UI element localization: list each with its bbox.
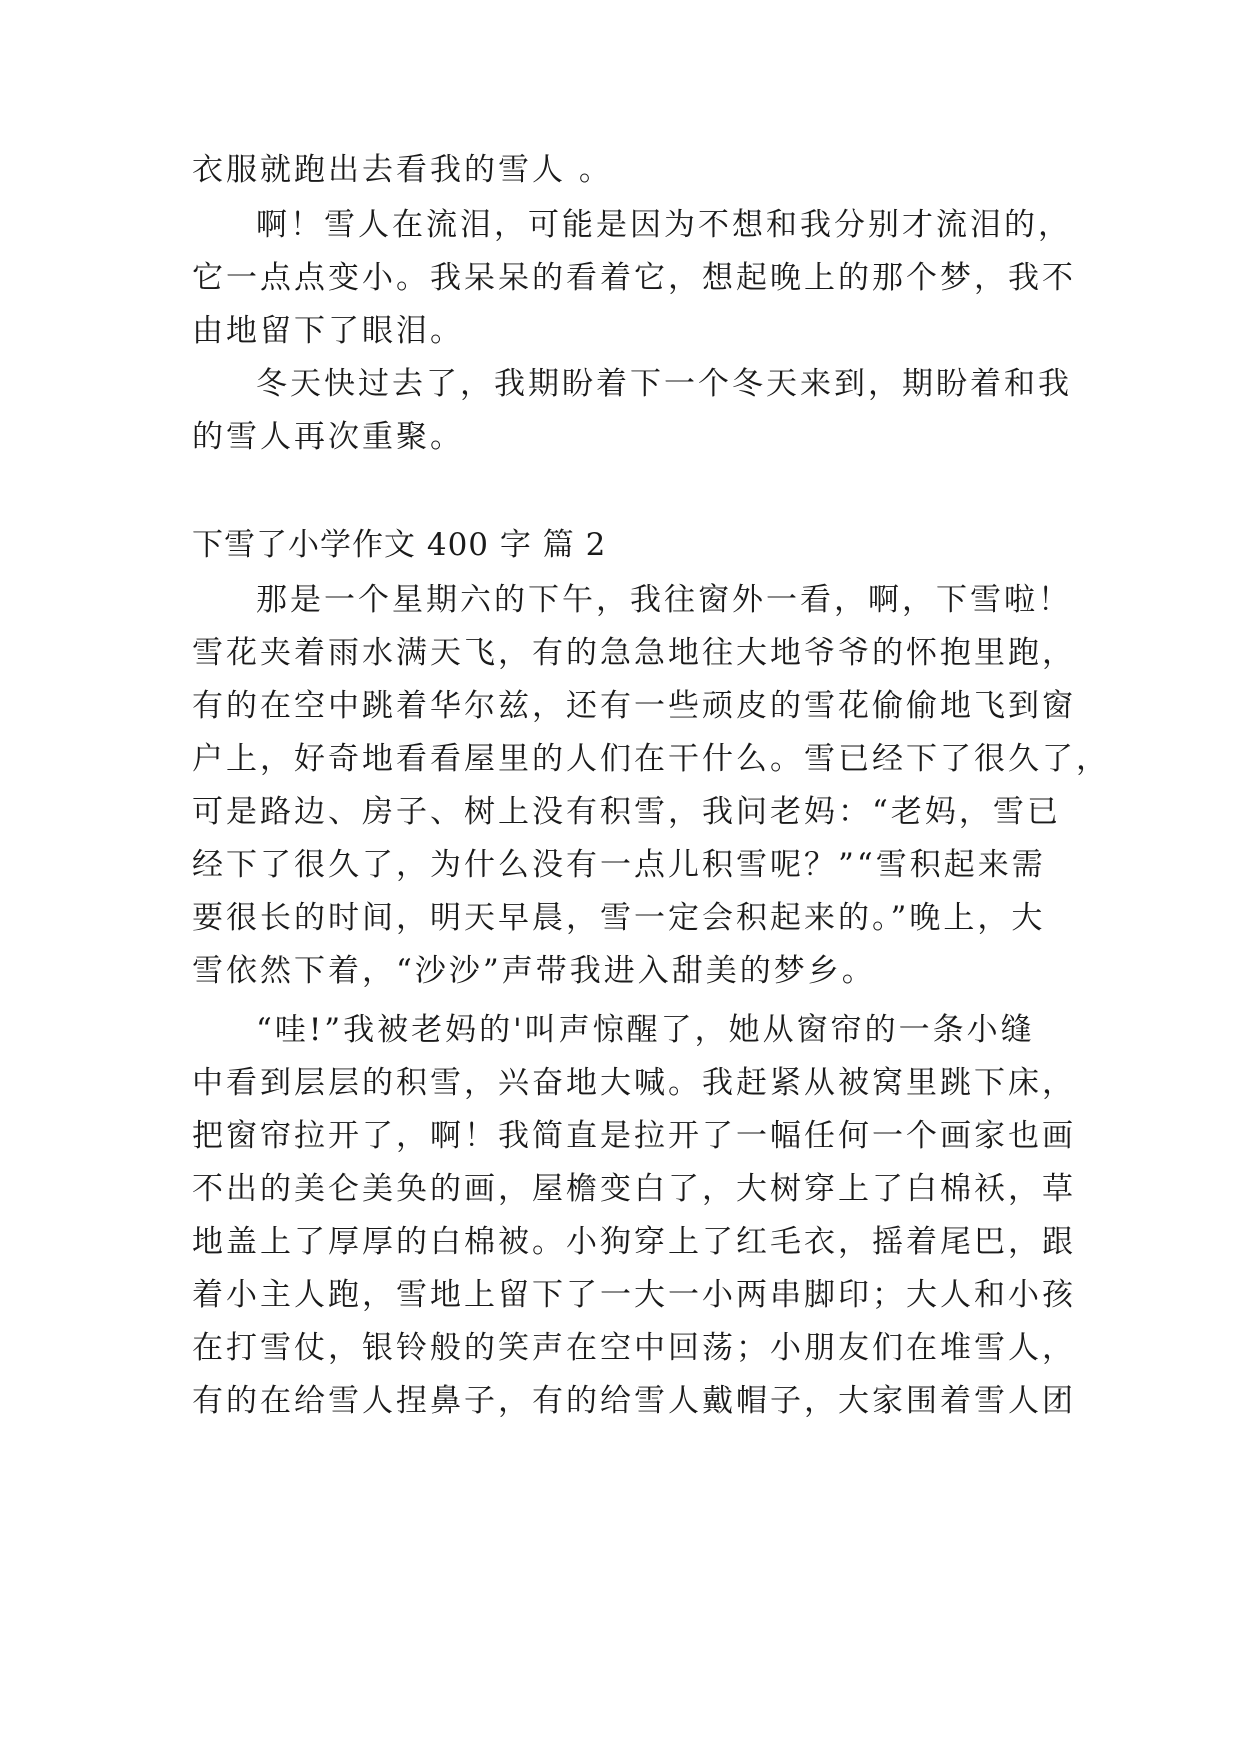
paragraph-line: 的雪人再次重聚。 (192, 419, 464, 455)
paragraph-line: 要很长的时间，明天早晨，雪一定会积起来的。”晚上，大 (192, 900, 1046, 936)
paragraph-line: 把窗帘拉开了，啊！我简直是拉开了一幅任何一个画家也画 (192, 1118, 1076, 1154)
paragraph-line: 不出的美仑美奂的画，屋檐变白了，大树穿上了白棉袄，草 (192, 1171, 1076, 1207)
section-title: 下雪了小学作文 400 字 篇 2 (192, 527, 607, 563)
paragraph-line: 由地留下了眼泪。 (192, 313, 464, 349)
paragraph-line: 有的在空中跳着华尔兹，还有一些顽皮的雪花偷偷地飞到窗 (192, 688, 1076, 724)
paragraph-line: 啊！雪人在流泪，可能是因为不想和我分别才流泪的， (256, 207, 1072, 243)
paragraph-line: 经下了很久了，为什么没有一点儿积雪呢？”“雪积起来需 (192, 847, 1046, 883)
paragraph-line: “哇!”我被老妈的'叫声惊醒了，她从窗帘的一条小缝 (256, 1012, 1035, 1048)
paragraph-line: 它一点点变小。我呆呆的看着它，想起晚上的那个梦，我不 (192, 260, 1076, 296)
paragraph-line: 衣服就跑出去看我的雪人 。 (192, 152, 613, 188)
paragraph-line: 冬天快过去了，我期盼着下一个冬天来到，期盼着和我 (256, 366, 1072, 402)
paragraph-line: 可是路边、房子、树上没有积雪，我问老妈：“老妈，雪已 (192, 794, 1061, 830)
paragraph-line: 户上，好奇地看看屋里的人们在干什么。雪已经下了很久了， (192, 741, 1110, 777)
paragraph-line: 雪花夹着雨水满天飞，有的急急地往大地爷爷的怀抱里跑， (192, 635, 1076, 671)
paragraph-line: 地盖上了厚厚的白棉被。小狗穿上了红毛衣，摇着尾巴，跟 (192, 1224, 1076, 1260)
paragraph-line: 着小主人跑，雪地上留下了一大一小两串脚印；大人和小孩 (192, 1277, 1076, 1313)
paragraph-line: 那是一个星期六的下午，我往窗外一看，啊，下雪啦！ (256, 582, 1072, 618)
paragraph-line: 雪依然下着，“沙沙”声带我进入甜美的梦乡。 (192, 953, 876, 989)
paragraph-line: 中看到层层的积雪，兴奋地大喊。我赶紧从被窝里跳下床， (192, 1065, 1076, 1101)
paragraph-line: 在打雪仗，银铃般的笑声在空中回荡；小朋友们在堆雪人， (192, 1330, 1076, 1366)
paragraph-line: 有的在给雪人捏鼻子，有的给雪人戴帽子，大家围着雪人团 (192, 1383, 1076, 1419)
